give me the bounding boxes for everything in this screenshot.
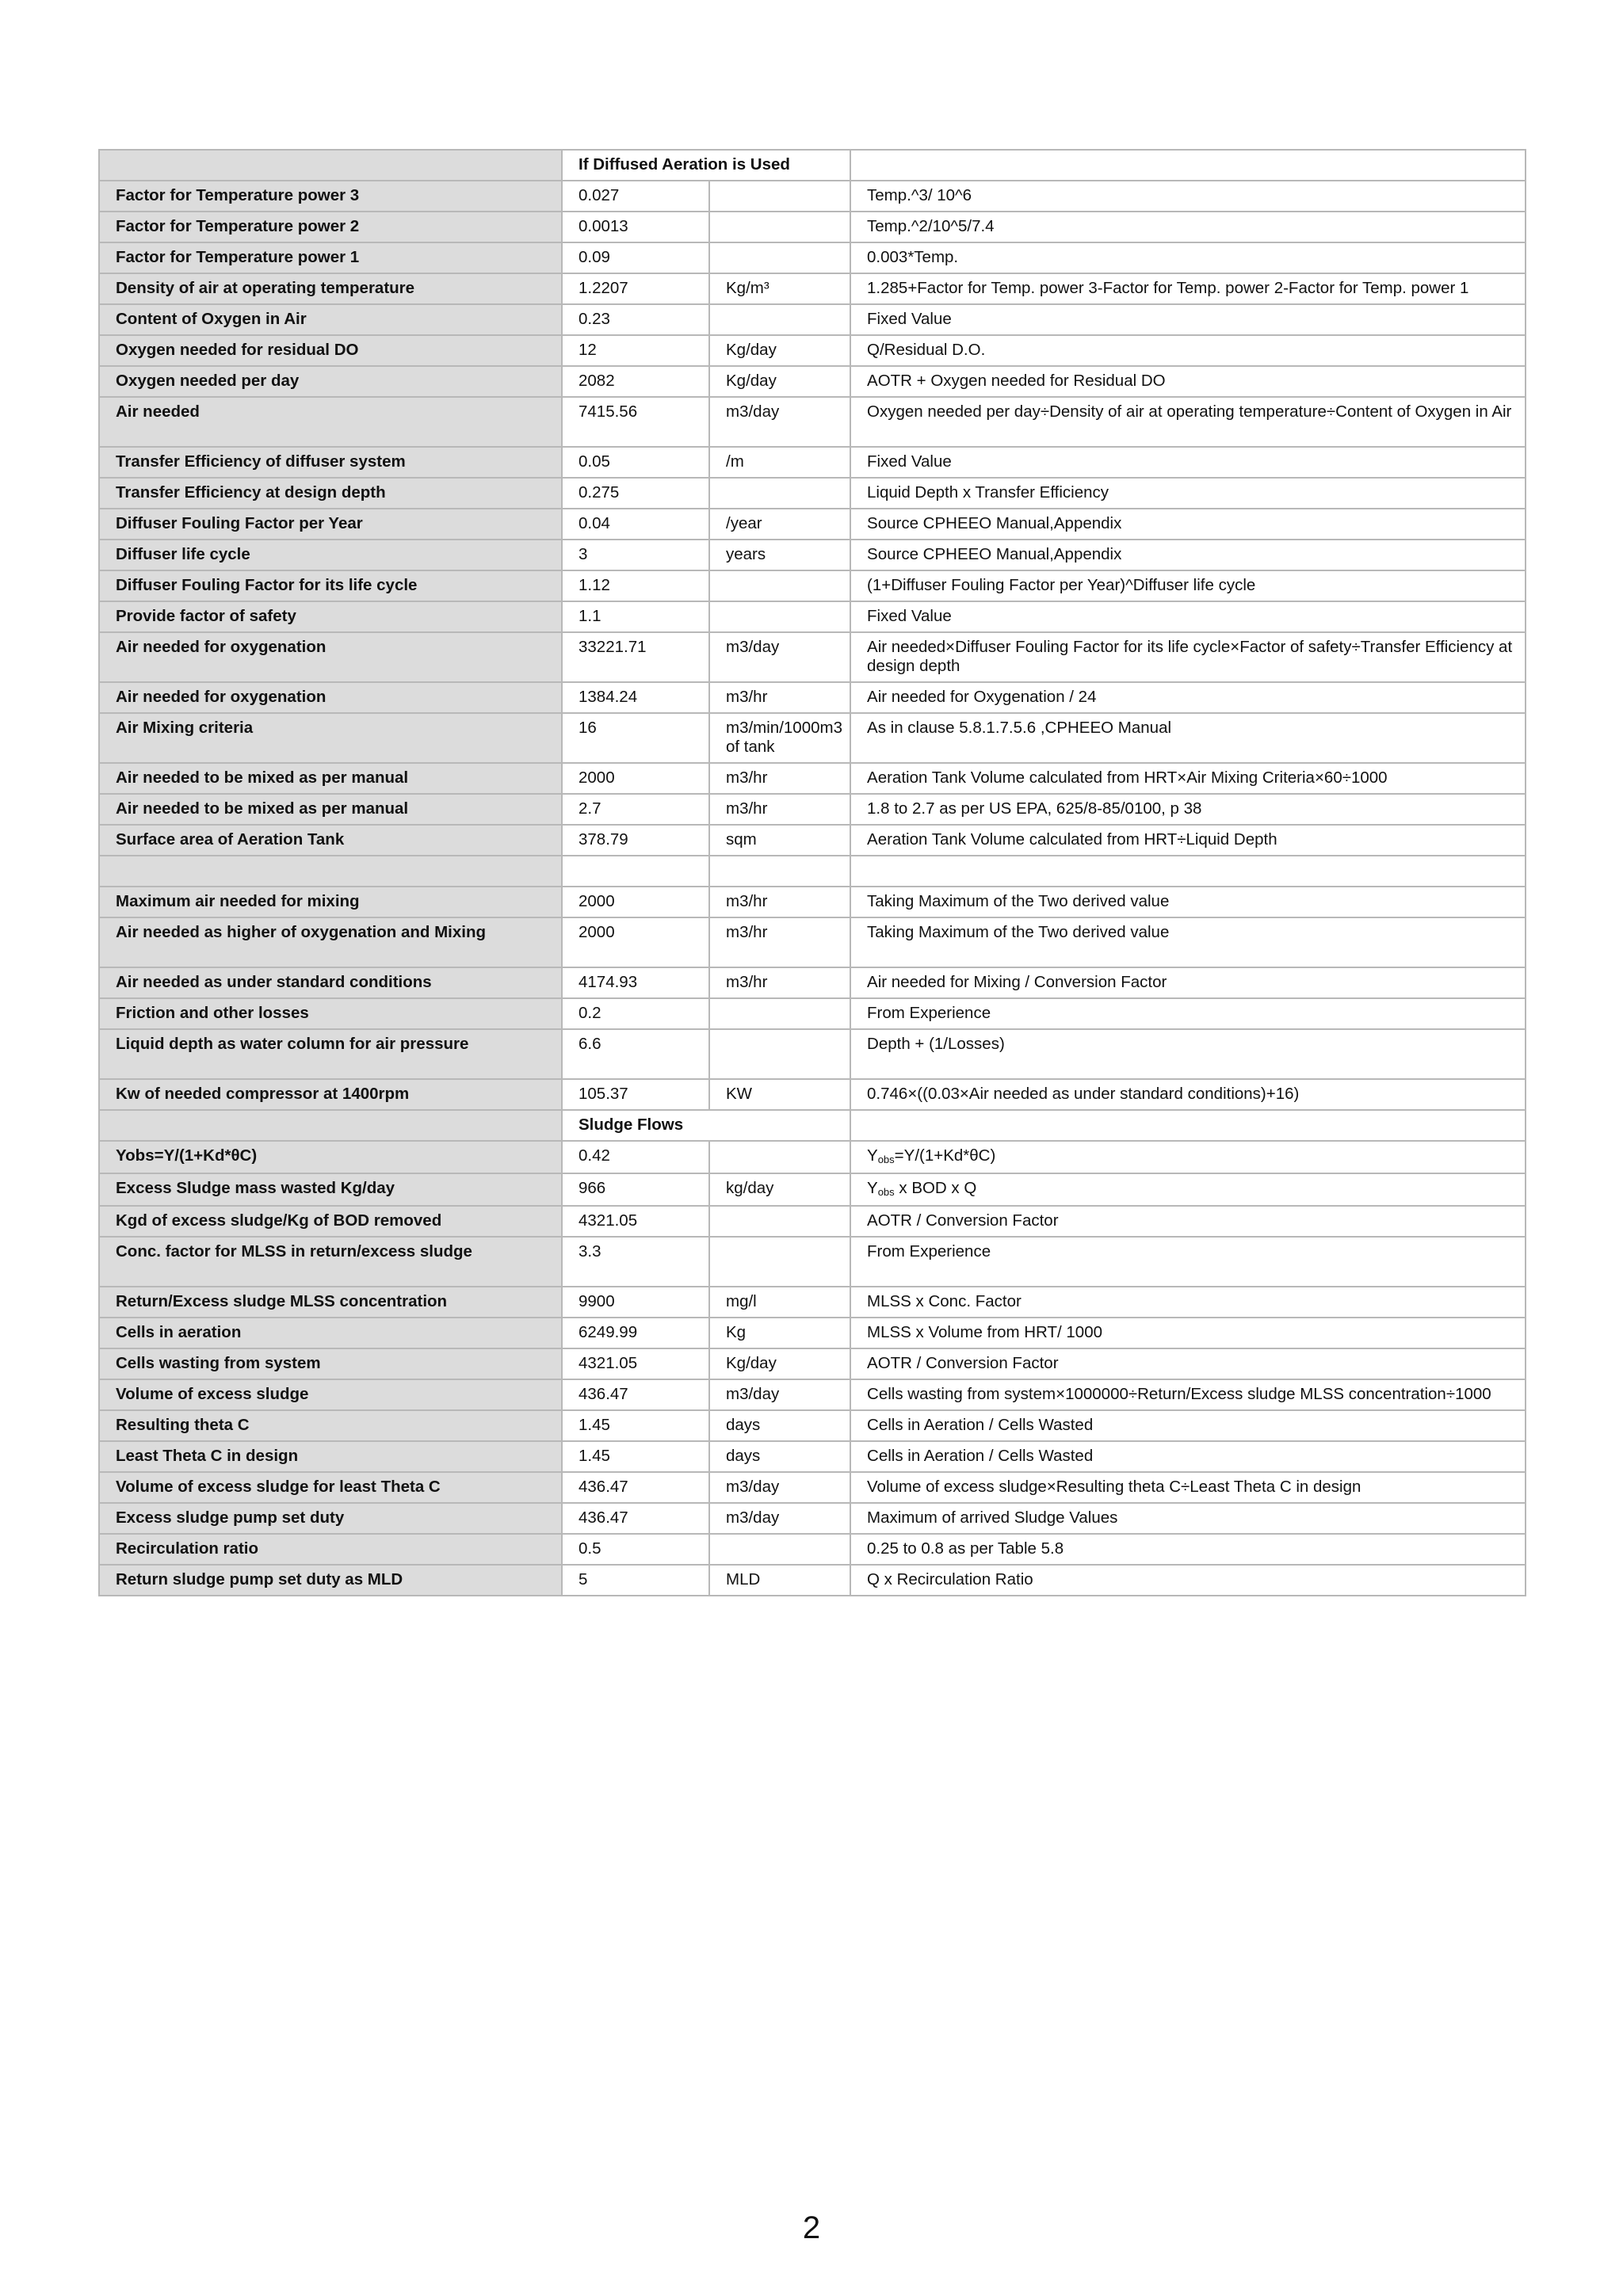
parameter-value: 0.42: [562, 1141, 709, 1173]
parameter-value: 1.2207: [562, 273, 709, 304]
parameter-label: Transfer Efficiency of diffuser system: [99, 447, 562, 478]
parameter-formula: 1.8 to 2.7 as per US EPA, 625/8-85/0100, p 38: [850, 794, 1526, 825]
parameter-unit: /year: [709, 509, 850, 540]
table-body: [99, 150, 1526, 1596]
parameter-value: 2000: [562, 763, 709, 794]
table-row: [99, 601, 1526, 632]
parameter-value: 2000: [562, 887, 709, 917]
table-row: [99, 397, 1526, 447]
parameter-formula: Source CPHEEO Manual,Appendix: [850, 540, 1526, 570]
table-row: [99, 335, 1526, 366]
table-row: [99, 570, 1526, 601]
parameter-unit: [709, 181, 850, 212]
parameter-formula: From Experience: [850, 998, 1526, 1029]
parameter-unit: m3/hr: [709, 682, 850, 713]
parameter-formula: Cells in Aeration / Cells Wasted: [850, 1410, 1526, 1441]
parameter-label: Density of air at operating temperature: [99, 273, 562, 304]
parameter-label: Surface area of Aeration Tank: [99, 825, 562, 856]
parameter-formula: (1+Diffuser Fouling Factor per Year)^Diffuser life cycle: [850, 570, 1526, 601]
parameter-unit: m3/hr: [709, 763, 850, 794]
table-row: [99, 273, 1526, 304]
parameter-formula: AOTR + Oxygen needed for Residual DO: [850, 366, 1526, 397]
parameter-label: Kgd of excess sludge/Kg of BOD removed: [99, 1206, 562, 1237]
parameter-unit: [709, 1141, 850, 1173]
parameter-unit: Kg/day: [709, 335, 850, 366]
table-row: [99, 509, 1526, 540]
parameter-label: Maximum air needed for mixing: [99, 887, 562, 917]
parameter-label: Volume of excess sludge for least Theta C: [99, 1472, 562, 1503]
parameter-label: Friction and other losses: [99, 998, 562, 1029]
parameter-formula: [850, 1173, 1526, 1206]
parameter-unit: m3/min/1000m3 of tank: [709, 713, 850, 763]
table-row: [99, 540, 1526, 570]
parameter-unit: [709, 1029, 850, 1079]
parameter-value: 436.47: [562, 1472, 709, 1503]
parameter-label: Cells wasting from system: [99, 1348, 562, 1379]
parameter-formula: Temp.^3/ 10^6: [850, 181, 1526, 212]
parameter-formula: Fixed Value: [850, 601, 1526, 632]
table-row: [99, 212, 1526, 242]
parameter-label: [99, 856, 562, 887]
parameter-value: 1384.24: [562, 682, 709, 713]
parameter-formula: Taking Maximum of the Two derived value: [850, 917, 1526, 967]
parameter-label: Diffuser Fouling Factor for its life cycle: [99, 570, 562, 601]
parameter-unit: m3/day: [709, 1379, 850, 1410]
parameter-formula: As in clause 5.8.1.7.5.6 ,CPHEEO Manual: [850, 713, 1526, 763]
table-row: [99, 366, 1526, 397]
parameter-unit: [709, 478, 850, 509]
parameter-unit: [709, 601, 850, 632]
table-row: [99, 1379, 1526, 1410]
parameter-formula: 1.285+Factor for Temp. power 3-Factor for Temp. power 2-Factor for Temp. power 1: [850, 273, 1526, 304]
table-row: [99, 917, 1526, 967]
parameter-formula: Liquid Depth x Transfer Efficiency: [850, 478, 1526, 509]
section-header-spacer: [99, 150, 562, 181]
parameter-formula: Fixed Value: [850, 447, 1526, 478]
design-calculation-table: [98, 149, 1526, 1596]
parameter-label: Cells in aeration: [99, 1318, 562, 1348]
parameter-unit: m3/hr: [709, 967, 850, 998]
parameter-label: Air needed: [99, 397, 562, 447]
parameter-formula: [850, 856, 1526, 887]
table-row: [99, 1472, 1526, 1503]
parameter-label: Air needed for oxygenation: [99, 632, 562, 682]
parameter-formula: AOTR / Conversion Factor: [850, 1348, 1526, 1379]
parameter-label: Yobs=Y/(1+Kd*θC): [99, 1141, 562, 1173]
parameter-formula: Depth + (1/Losses): [850, 1029, 1526, 1079]
parameter-formula: AOTR / Conversion Factor: [850, 1206, 1526, 1237]
table-row: [99, 1141, 1526, 1173]
table-row: [99, 998, 1526, 1029]
parameter-unit: [709, 1237, 850, 1287]
parameter-value: 436.47: [562, 1503, 709, 1534]
table-row: [99, 1348, 1526, 1379]
parameter-label: Liquid depth as water column for air pressure: [99, 1029, 562, 1079]
table-row: [99, 181, 1526, 212]
table-row: [99, 1173, 1526, 1206]
parameter-formula: 0.25 to 0.8 as per Table 5.8: [850, 1534, 1526, 1565]
parameter-unit: m3/hr: [709, 887, 850, 917]
parameter-label: Least Theta C in design: [99, 1441, 562, 1472]
parameter-unit: [709, 570, 850, 601]
parameter-value: 1.12: [562, 570, 709, 601]
parameter-formula: MLSS x Conc. Factor: [850, 1287, 1526, 1318]
formula-symbol: Y: [867, 1179, 878, 1197]
section-header-spacer: [99, 1110, 562, 1141]
table-row: [99, 1287, 1526, 1318]
table-row: [99, 1534, 1526, 1565]
parameter-label: Excess sludge pump set duty: [99, 1503, 562, 1534]
parameter-value: 3: [562, 540, 709, 570]
table-row: [99, 1410, 1526, 1441]
parameter-value: 0.23: [562, 304, 709, 335]
parameter-unit: Kg/m³: [709, 273, 850, 304]
parameter-value: 0.05: [562, 447, 709, 478]
parameter-unit: Kg/day: [709, 366, 850, 397]
table-row: [99, 887, 1526, 917]
formula-subscript: obs: [877, 1154, 895, 1165]
parameter-label: Diffuser Fouling Factor per Year: [99, 509, 562, 540]
parameter-formula: Cells in Aeration / Cells Wasted: [850, 1441, 1526, 1472]
table-row: [99, 763, 1526, 794]
parameter-unit: [709, 304, 850, 335]
table-row: [99, 1503, 1526, 1534]
parameter-value: 12: [562, 335, 709, 366]
parameter-label: Air needed as under standard conditions: [99, 967, 562, 998]
parameter-unit: kg/day: [709, 1173, 850, 1206]
parameter-value: 436.47: [562, 1379, 709, 1410]
parameter-value: 2.7: [562, 794, 709, 825]
formula-rest: =Y/(1+Kd*θC): [894, 1146, 996, 1165]
parameter-unit: m3/hr: [709, 794, 850, 825]
parameter-unit: [709, 1206, 850, 1237]
parameter-label: Factor for Temperature power 1: [99, 242, 562, 273]
parameter-formula: Volume of excess sludge×Resulting theta C÷Least Theta C in design: [850, 1472, 1526, 1503]
parameter-unit: mg/l: [709, 1287, 850, 1318]
table-row: [99, 1318, 1526, 1348]
parameter-value: 1.45: [562, 1410, 709, 1441]
parameter-unit: days: [709, 1441, 850, 1472]
parameter-label: Diffuser life cycle: [99, 540, 562, 570]
table-row: [99, 1029, 1526, 1079]
parameter-formula: Oxygen needed per day÷Density of air at operating temperature÷Content of Oxygen in Air: [850, 397, 1526, 447]
parameter-unit: [709, 242, 850, 273]
parameter-label: Air needed to be mixed as per manual: [99, 794, 562, 825]
parameter-value: 4321.05: [562, 1206, 709, 1237]
parameter-value: 6.6: [562, 1029, 709, 1079]
parameter-unit: [709, 998, 850, 1029]
parameter-unit: Kg: [709, 1318, 850, 1348]
parameter-unit: /m: [709, 447, 850, 478]
parameter-unit: [709, 856, 850, 887]
parameter-label: Factor for Temperature power 3: [99, 181, 562, 212]
table-row: [99, 794, 1526, 825]
parameter-unit: Kg/day: [709, 1348, 850, 1379]
parameter-value: 33221.71: [562, 632, 709, 682]
parameter-value: 105.37: [562, 1079, 709, 1110]
parameter-unit: years: [709, 540, 850, 570]
parameter-value: [562, 856, 709, 887]
table-row: [99, 713, 1526, 763]
parameter-formula: Q/Residual D.O.: [850, 335, 1526, 366]
parameter-unit: m3/day: [709, 1472, 850, 1503]
parameter-value: 5: [562, 1565, 709, 1596]
table-row: [99, 632, 1526, 682]
parameter-formula: Source CPHEEO Manual,Appendix: [850, 509, 1526, 540]
parameter-label: Volume of excess sludge: [99, 1379, 562, 1410]
parameter-unit: m3/day: [709, 1503, 850, 1534]
parameter-value: 0.0013: [562, 212, 709, 242]
table-row: [99, 447, 1526, 478]
parameter-formula: Temp.^2/10^5/7.4: [850, 212, 1526, 242]
parameter-label: Content of Oxygen in Air: [99, 304, 562, 335]
table-row: [99, 242, 1526, 273]
parameter-value: 4174.93: [562, 967, 709, 998]
parameter-formula: Cells wasting from system×1000000÷Return/Excess sludge MLSS concentration÷1000: [850, 1379, 1526, 1410]
parameter-label: Transfer Efficiency at design depth: [99, 478, 562, 509]
table-row: [99, 825, 1526, 856]
parameter-unit: MLD: [709, 1565, 850, 1596]
parameter-value: 0.5: [562, 1534, 709, 1565]
parameter-formula: Q x Recirculation Ratio: [850, 1565, 1526, 1596]
parameter-value: 966: [562, 1173, 709, 1206]
table-row: [99, 1237, 1526, 1287]
parameter-value: 6249.99: [562, 1318, 709, 1348]
parameter-label: Air Mixing criteria: [99, 713, 562, 763]
parameter-label: Conc. factor for MLSS in return/excess sludge: [99, 1237, 562, 1287]
parameter-value: 3.3: [562, 1237, 709, 1287]
parameter-unit: m3/day: [709, 397, 850, 447]
table-row: [99, 1206, 1526, 1237]
parameter-unit: days: [709, 1410, 850, 1441]
parameter-value: 7415.56: [562, 397, 709, 447]
parameter-formula: From Experience: [850, 1237, 1526, 1287]
parameter-label: Excess Sludge mass wasted Kg/day: [99, 1173, 562, 1206]
parameter-unit: m3/day: [709, 632, 850, 682]
table-row: [99, 856, 1526, 887]
parameter-formula: Air needed×Diffuser Fouling Factor for its life cycle×Factor of safety÷Transfer Efficiency at design depth: [850, 632, 1526, 682]
parameter-formula: Maximum of arrived Sludge Values: [850, 1503, 1526, 1534]
parameter-formula: Aeration Tank Volume calculated from HRT÷Liquid Depth: [850, 825, 1526, 856]
parameter-value: 0.027: [562, 181, 709, 212]
parameter-value: 0.09: [562, 242, 709, 273]
parameter-formula: Air needed for Mixing / Conversion Factor: [850, 967, 1526, 998]
parameter-label: Air needed to be mixed as per manual: [99, 763, 562, 794]
parameter-label: Provide factor of safety: [99, 601, 562, 632]
parameter-formula: MLSS x Volume from HRT/ 1000: [850, 1318, 1526, 1348]
formula-rest: x BOD x Q: [894, 1179, 977, 1197]
parameter-label: Oxygen needed per day: [99, 366, 562, 397]
section-title: Sludge Flows: [562, 1110, 850, 1141]
parameter-value: 2000: [562, 917, 709, 967]
parameter-label: Return/Excess sludge MLSS concentration: [99, 1287, 562, 1318]
parameter-unit: sqm: [709, 825, 850, 856]
parameter-unit: m3/hr: [709, 917, 850, 967]
section-header-row: [99, 1110, 1526, 1141]
section-header-note-spacer: [850, 1110, 1526, 1141]
parameter-unit: KW: [709, 1079, 850, 1110]
parameter-label: Air needed for oxygenation: [99, 682, 562, 713]
parameter-value: 16: [562, 713, 709, 763]
parameter-value: 2082: [562, 366, 709, 397]
parameter-formula: Air needed for Oxygenation / 24: [850, 682, 1526, 713]
parameter-value: 0.2: [562, 998, 709, 1029]
section-header-note-spacer: [850, 150, 1526, 181]
parameter-formula: Taking Maximum of the Two derived value: [850, 887, 1526, 917]
parameter-formula: [850, 1141, 1526, 1173]
table-row: [99, 1441, 1526, 1472]
parameter-label: Air needed as higher of oxygenation and Mixing: [99, 917, 562, 967]
parameter-value: 9900: [562, 1287, 709, 1318]
parameter-label: Recirculation ratio: [99, 1534, 562, 1565]
parameter-formula: 0.746×((0.03×Air needed as under standard conditions)+16): [850, 1079, 1526, 1110]
table-row: [99, 967, 1526, 998]
parameter-value: 378.79: [562, 825, 709, 856]
formula-symbol: Y: [867, 1146, 878, 1165]
table-row: [99, 1079, 1526, 1110]
parameter-formula: Fixed Value: [850, 304, 1526, 335]
parameter-unit: [709, 1534, 850, 1565]
parameter-value: 0.275: [562, 478, 709, 509]
parameter-formula: 0.003*Temp.: [850, 242, 1526, 273]
section-header-row: [99, 150, 1526, 181]
parameter-value: 1.1: [562, 601, 709, 632]
parameter-label: Kw of needed compressor at 1400rpm: [99, 1079, 562, 1110]
parameter-formula: Aeration Tank Volume calculated from HRT×Air Mixing Criteria×60÷1000: [850, 763, 1526, 794]
table-row: [99, 682, 1526, 713]
parameter-label: Return sludge pump set duty as MLD: [99, 1565, 562, 1596]
table-row: [99, 1565, 1526, 1596]
table-row: [99, 304, 1526, 335]
formula-subscript: obs: [877, 1186, 895, 1198]
parameter-value: 0.04: [562, 509, 709, 540]
parameter-label: Oxygen needed for residual DO: [99, 335, 562, 366]
parameter-label: Factor for Temperature power 2: [99, 212, 562, 242]
parameter-unit: [709, 212, 850, 242]
section-title: If Diffused Aeration is Used: [562, 150, 850, 181]
table-row: [99, 478, 1526, 509]
parameter-label: Resulting theta C: [99, 1410, 562, 1441]
parameter-value: 4321.05: [562, 1348, 709, 1379]
page-number: 2: [802, 2210, 821, 2245]
parameter-value: 1.45: [562, 1441, 709, 1472]
